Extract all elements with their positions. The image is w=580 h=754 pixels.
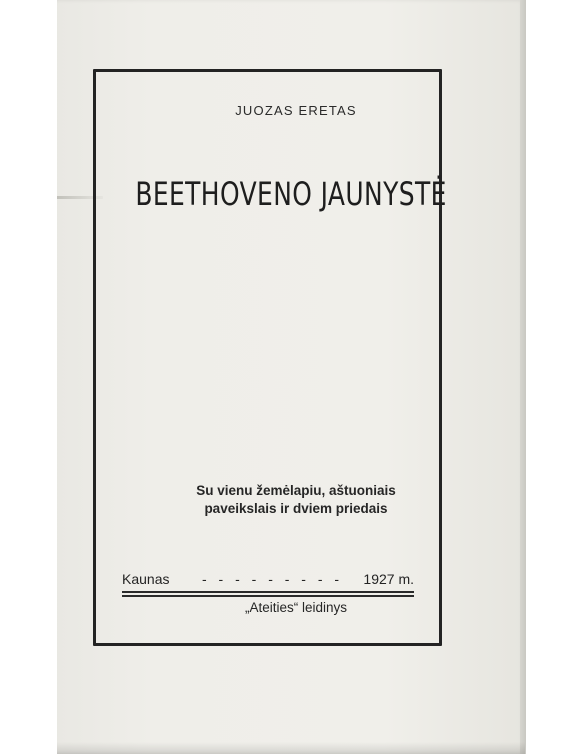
subtitle-line-1: Su vienu žemėlapiu, aštuoniais — [196, 483, 396, 498]
imprint-dashes: - - - - - - - - - — [202, 571, 344, 587]
subtitle-line-2: paveikslais ir dviem priedais — [204, 501, 388, 516]
imprint-row — [122, 571, 414, 589]
book-title: BEETHOVENO JAUNYSTĖ — [135, 175, 447, 213]
title-frame — [93, 69, 442, 646]
publisher-line: „Ateities“ leidinys — [244, 600, 348, 615]
imprint-year: 1927 m. — [363, 571, 414, 587]
imprint-rule-bottom — [122, 595, 414, 597]
imprint-city: Kaunas — [122, 571, 170, 587]
imprint-rule-top — [122, 591, 414, 593]
page-bottom-shadow — [57, 742, 525, 754]
subtitle — [0, 482, 580, 518]
author-name: JUOZAS ERETAS — [235, 103, 357, 118]
